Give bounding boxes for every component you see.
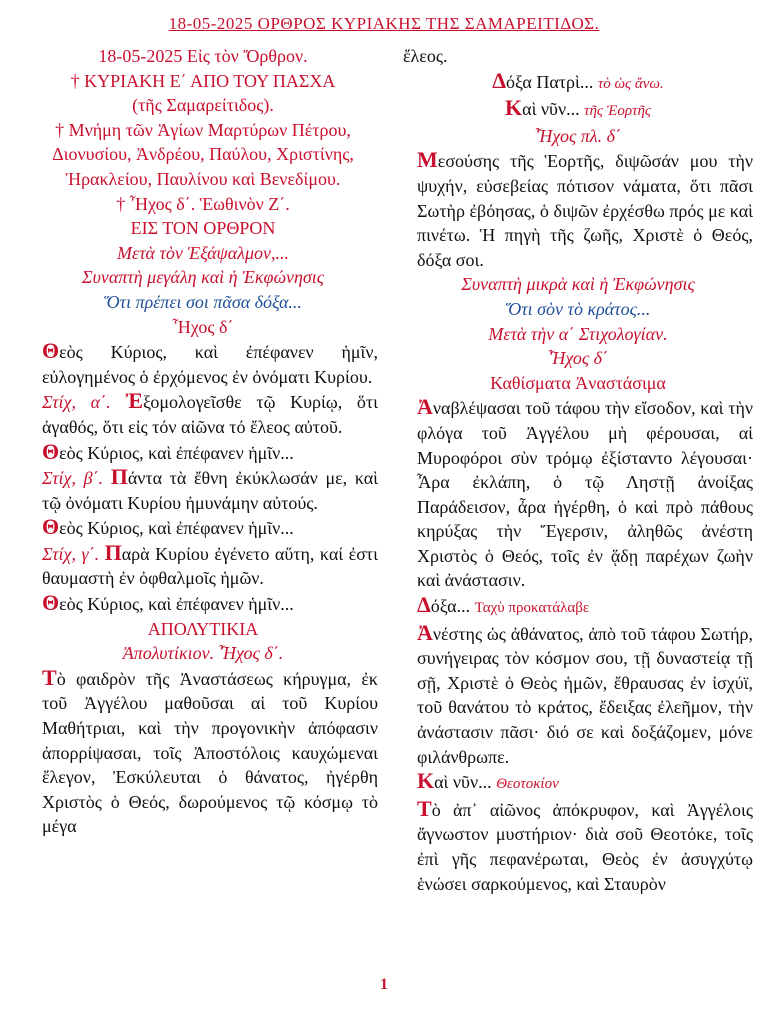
drop-cap: Κ bbox=[417, 768, 435, 794]
verse-text: αὶ νῦν... bbox=[522, 99, 580, 120]
tone-eothinon: † Ἦχος δ΄. Ἑωθινὸν Ζ΄. bbox=[116, 193, 290, 214]
drop-cap: Π bbox=[104, 539, 122, 565]
memory-line-3: Ἡρακλείου, Παυλίνου καὶ Βενεδίμου. bbox=[65, 168, 341, 189]
verse-text: νέστης ὡς ἀθάνατος, ἀπὸ τοῦ τάφου Σωτήρ, συνήγειρας τὸν κόσμον σου, τῇ δυναστείᾳ τῇ σῇ, Χριστὲ ὁ Θεὸς ἡμῶν, ἔθραυσας ἐν ἰσχύϊ, τοῦ θανάτου τὸ κράτος, ἔδειξας ἐλεῆμον, τὴν ἀνάστασιν πᾶσι· διό σε καὶ δοξάζομεν, μόνε φιλάνθρωπε. bbox=[417, 623, 753, 767]
tone-label: Ἦχος δ΄ bbox=[547, 348, 609, 369]
doxa-line bbox=[403, 69, 753, 97]
synapte-megale: Συναπτὴ μεγάλη καὶ ἡ Ἐκφώνησις bbox=[81, 267, 325, 288]
tone-label: Ἦχος πλ. δ΄ bbox=[535, 125, 621, 146]
rubric: τὸ ὡς ἄνω. bbox=[597, 75, 664, 92]
drop-cap: Δ bbox=[492, 67, 507, 93]
rubric: Ταχὺ προκατάλαβε bbox=[474, 600, 590, 617]
drop-cap: Θ bbox=[42, 438, 60, 464]
after-hexapsalmos: Μετὰ τὸν Ἑξάψαλμον,... bbox=[116, 242, 289, 263]
verse-text: άντα τὰ ἔθνη ἐκύκλωσάν με, καὶ τῷ ὀνόματι Κυρίου ἠμυνάμην αὐτούς. bbox=[42, 468, 378, 513]
feast-subtitle: (τῆς Σαμαρείτιδος). bbox=[132, 95, 274, 116]
eleos-line: ἔλεος. bbox=[403, 46, 448, 66]
apolytikion-text bbox=[28, 666, 378, 839]
stichos-1 bbox=[28, 389, 378, 439]
verse-text: ξομολογεῖσθε τῷ Κυρίῳ, ὅτι ἀγαθός, ὅτι εἰς τόν αἰῶνα τό ἔλεος αὐτοῦ. bbox=[42, 392, 379, 437]
verse-text: εσούσης τῆς Ἑορτῆς, διψῶσάν μου τὴν ψυχήν, εὐσεβείας πότισον νάματα, ὅτι πᾶσι Σωτὴρ ἐβόησας, ὁ διψῶν ἐρχέσθω πρός με καὶ πινέτω. Ἡ πηγὴ τῆς ζωῆς, Χριστὲ ὁ Θεός, δόξα σοι. bbox=[417, 151, 753, 270]
verse-text: εὸς Κύριος, καὶ ἐπέφανεν ἡμῖν... bbox=[59, 594, 294, 615]
kathisma-1 bbox=[403, 395, 753, 593]
meta-stichologian: Μετὰ τὴν α΄ Στιχολογίαν. bbox=[488, 323, 668, 344]
ekphonesis: Ὅτι πρέπει σοι πᾶσα δόξα... bbox=[104, 291, 302, 312]
synapte-mikra: Συναπτὴ μικρὰ καὶ ἡ Ἐκφώνησις bbox=[461, 274, 695, 295]
memory-line-1: † Μνήμη τῶν Ἁγίων Μαρτύρων Πέτρου, bbox=[55, 119, 351, 140]
memory-line-2: Διονυσίου, Ἀνδρέου, Παύλου, Χριστίνης, bbox=[52, 144, 354, 165]
right-column bbox=[403, 44, 753, 896]
kai-nyn-rubric-line bbox=[403, 769, 753, 797]
kai-nyn-line bbox=[403, 96, 753, 124]
drop-cap: Τ bbox=[42, 664, 57, 690]
drop-cap: Ἐ bbox=[125, 388, 143, 414]
drop-cap: Τ bbox=[417, 795, 432, 821]
verse-text: ὸ ἀπ᾽ αἰῶνος ἀπόκρυφον, καὶ Ἀγγέλοις ἄγνωστον μυστήριον· διὰ σοῦ Θεοτόκε, τοῖς ἐπὶ γῆς πεφανέρωται, Θεὸς ἐν ἀσυγχύτῳ ἑνώσει σαρκούμενος, καὶ Σταυρὸν bbox=[417, 799, 753, 894]
stichos-label: Στίχ, γ΄. bbox=[42, 543, 100, 564]
drop-cap: Μ bbox=[417, 147, 438, 173]
stichos-3 bbox=[28, 541, 378, 591]
left-column bbox=[28, 44, 378, 839]
theos-kyrios-refrain bbox=[28, 440, 378, 466]
verse-text: ὸ φαιδρὸν τῆς Ἀναστάσεως κήρυγμα, ἐκ τοῦ Ἀγγέλου μαθοῦσαι αἱ τοῦ Κυρίου Μαθήτριαι, καὶ τὴν προγονικὴν ἀπόφασιν ἀπορρίψασαι, τοῖς Ἀποστόλοις καυχώμεναι ἔλεγον, Ἐσκύλευται ὁ θάνατος, ἠγέρθη Χριστὸς ὁ Θεός, δωρούμενος τῷ κόσμῳ τὸ μέγα bbox=[42, 668, 378, 837]
drop-cap: Ἀ bbox=[417, 619, 433, 645]
drop-cap: Ἀ bbox=[417, 394, 433, 420]
theos-kyrios-refrain bbox=[28, 515, 378, 541]
theotokion bbox=[403, 797, 753, 896]
apolytikia-heading: ΑΠΟΛΥΤΙΚΙΑ bbox=[147, 618, 259, 639]
doxa-rubric-line bbox=[403, 593, 753, 621]
verse-text: εὸς Κύριος, καὶ ἐπέφανεν ἡμῖν... bbox=[59, 442, 294, 463]
apolytikion-tone: Ἀπολυτίκιον. Ἦχος δ΄. bbox=[122, 643, 284, 664]
verse-text: όξα... bbox=[430, 596, 471, 617]
date-line: 18-05-2025 Εἰς τὸν Ὄρθρον. bbox=[98, 46, 308, 66]
kathismata-heading: Καθίσματα Ἀναστάσιμα bbox=[490, 372, 666, 393]
drop-cap: Δ bbox=[417, 592, 431, 618]
drop-cap: Π bbox=[110, 464, 128, 490]
drop-cap: Θ bbox=[42, 590, 60, 616]
drop-cap: Θ bbox=[42, 514, 60, 540]
stichos-label: Στίχ, β΄. bbox=[42, 468, 104, 489]
verse-text: αὶ νῦν... bbox=[434, 772, 492, 793]
verse-text: εὸς Κύριος, καὶ ἐπέφανεν ἡμῖν, εὐλογημένος ὁ ἐρχόμενος ἐν ὀνόματι Κυρίου. bbox=[42, 342, 378, 387]
theos-kyrios-refrain bbox=[28, 591, 378, 617]
drop-cap: Κ bbox=[505, 95, 523, 121]
rubric: Θεοτοκίον bbox=[496, 776, 559, 793]
kathisma-2 bbox=[403, 621, 753, 770]
verse-text: ναβλέψασαι τοῦ τάφου τὴν εἴσοδον, καὶ τὴν φλόγα τοῦ Ἀγγέλου μὴ φέρουσαι, αἱ Μυροφόροι σὺν τρόμῳ ἐξίσταντο λέγουσαι· Ἆρα ἐκλάπη, ὁ τῷ Ληστῇ ἀνοίξας Παράδεισον, ἆρα ἠγέρθη, ὁ καὶ πρὸ πάθους κηρύξας τὴν Ἔγερσιν, ἀληθῶς ἀνέστη Χριστὸς ὁ Θεός, τοῖς ἐν ᾅδῃ παρέχων ζωὴν καὶ ἀνάστασιν. bbox=[417, 398, 753, 591]
mesouses-troparion bbox=[403, 148, 753, 272]
tone-label: Ἦχος δ΄ bbox=[172, 316, 234, 337]
stichos-label: Στίχ, α΄. bbox=[42, 392, 111, 413]
feast-title: † ΚΥΡΙΑΚΗ Ε΄ ΑΠΟ ΤΟΥ ΠΑΣΧΑ bbox=[70, 70, 336, 91]
page-header: 18-05-2025 ΟΡΘΡΟΣ ΚΥΡΙΑΚΗΣ ΤΗΣ ΣΑΜΑΡΕΙΤΙΔΟΣ. bbox=[168, 14, 600, 33]
stichos-2 bbox=[28, 465, 378, 515]
page-number: 1 bbox=[380, 976, 388, 993]
drop-cap: Θ bbox=[42, 338, 60, 364]
theos-kyrios-verse bbox=[28, 339, 378, 389]
verse-text: όξα Πατρὶ... bbox=[506, 71, 594, 92]
orthros-heading: ΕΙΣ ΤΟΝ ΟΡΘΡΟΝ bbox=[130, 218, 276, 239]
verse-text: εὸς Κύριος, καὶ ἐπέφανεν ἡμῖν... bbox=[59, 518, 294, 539]
rubric: τῆς Ἑορτῆς bbox=[584, 103, 651, 120]
ekphonesis: Ὅτι σὸν τὸ κράτος... bbox=[505, 298, 651, 319]
verse-text: αρὰ Κυρίου ἐγένετο αὕτη, καί ἐστι θαυμαστὴ ἐν ὀφθαλμοῖς ἡμῶν. bbox=[42, 543, 378, 589]
